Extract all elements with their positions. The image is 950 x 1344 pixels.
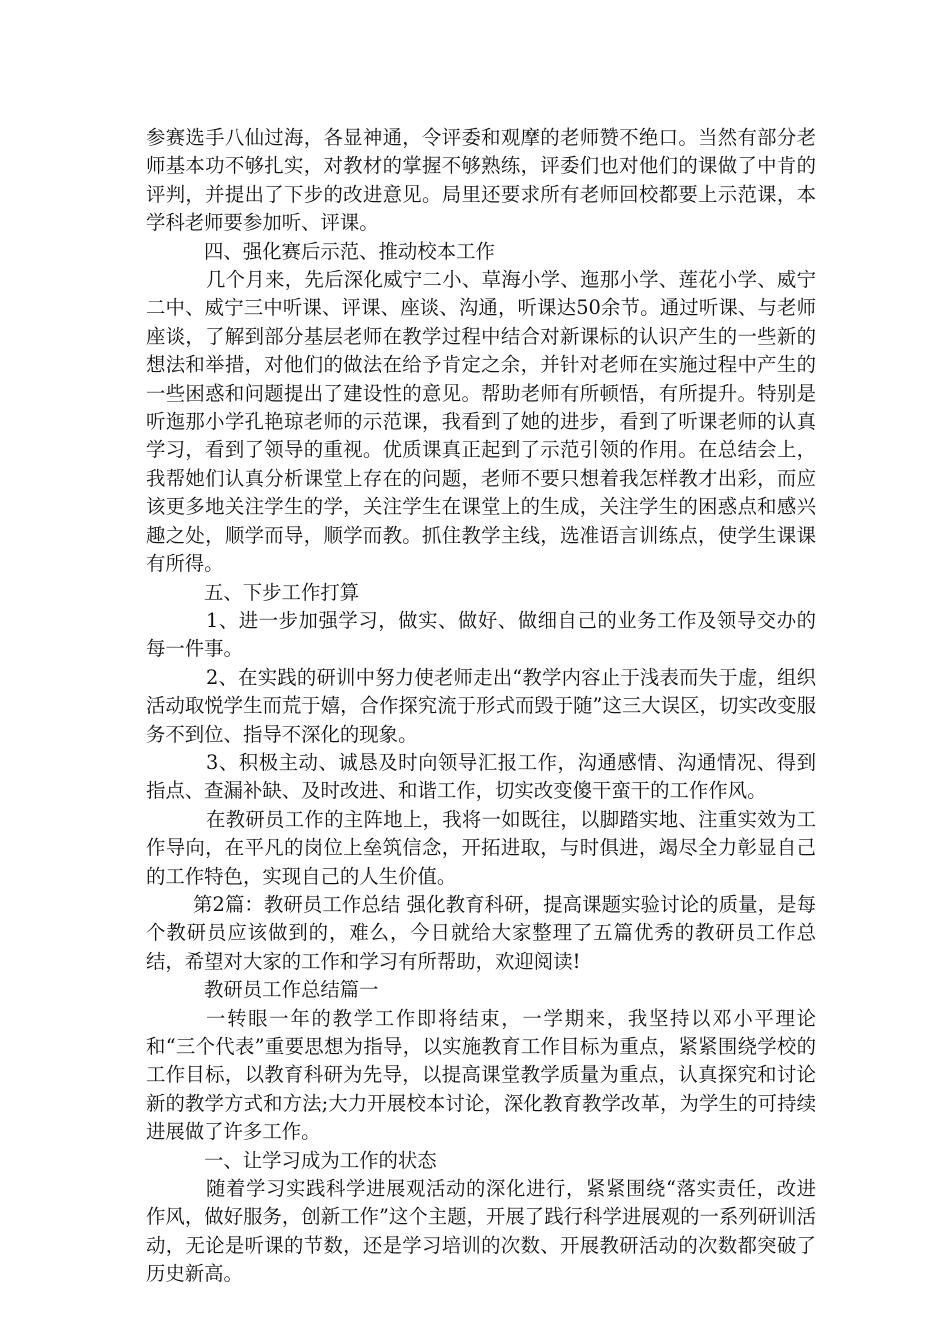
paragraph-school-visits: 几个月来，先后深化威宁二小、草海小学、迤那小学、莲花小学、威宁二中、威宁三中听课、评课、座谈、沟通，听课达50余节。通过听课、与老师座谈，了解到部分基层老师在教学过程中结合对新课标的认识产生的一些新的想法和举措，对他们的做法在给予肯定之余，并针对老师在实施过程中产生的一些困惑和问题提出了建设性的意见。帮助老师有所顿悟，有所提升。特别是听迤那小学孔艳琼老师的示范课，我看到了她的进步，看到了听课老师的认真学习，看到了领导的重视。优质课真正起到了示范引领的作用。在总结会上，我帮她们认真分析课堂上存在的问题，老师不要只想着我怎样教才出彩，而应该更多地关注学生的学，关注学生在课堂上的生成，关注学生的困惑点和感兴趣之处，顺学而导，顺学而教。抓住教学主线，选准语言训练点，使学生课课有所得。 xyxy=(146,268,816,576)
section-heading-4: 四、强化赛后示范、推动校本工作 xyxy=(204,239,495,263)
paragraph-learning: 随着学习实践科学进展观活动的深化进行，紧紧围绕“落实责任，改进作风，做好服务，创新工作”这个主题，开展了践行科学进展观的一系列研训活动，无论是听课的节数，还是学习培训的次数、开展教研活动的次数都突破了历史新高。 xyxy=(146,1177,816,1286)
paragraph-conclusion: 在教研员工作的主阵地上，我将一如既往，以脚踏实地、注重实效为工作导向，在平凡的岗位上垒筑信念，开拓进取，与时俱进，竭尽全力彰显自己的工作特色，实现自己的人生价值。 xyxy=(146,807,816,888)
paragraph-year-summary: 一转眼一年的教学工作即将结束，一学期来，我坚持以邓小平理论和“三个代表”重要思想为指导，以实施教育工作目标为重点，紧紧围绕学校的工作目标，以教育科研为先导，以提高课堂教学质量为重点，认真探究和讨论新的教学方式和方法;大力开展校本讨论，深化教育教学改革，为学生的可持续进展做了许多工作。 xyxy=(146,1006,816,1144)
plan-item-2: 2、在实践的研训中努力使老师走出“教学内容止于浅表而失于虚，组织活动取悦学生而荒于嬉，合作探究流于形式而毁于随”这三大误区，切实改变服务不到位、指导不深化的现象。 xyxy=(146,665,816,746)
paragraph-continuation: 参赛选手八仙过海，各显神通，令评委和观摩的老师赞不绝口。当然有部分老师基本功不够扎实，对教材的掌握不够熟练，评委们也对他们的课做了中肯的评判，并提出了下步的改进意见。局里还要求所有老师回校都要上示范课，本学科老师要参加听、评课。 xyxy=(146,126,816,235)
section-heading-5: 五、下步工作打算 xyxy=(204,580,360,604)
plan-item-3: 3、积极主动、诚恳及时向领导汇报工作，沟通感情、沟通情况、得到指点、查漏补缺、及时改进、和谐工作，切实改变傻干蛮干的工作作风。 xyxy=(146,750,816,803)
document-body xyxy=(146,124,816,1289)
paragraph-article-2-intro: 第2篇：教研员工作总结 强化教育科研，提高课题实验讨论的质量，是每个教研员应该做到的，难么，今日就给大家整理了五篇优秀的教研员工作总结，希望对大家的工作和学习有所帮助，欢迎阅读! xyxy=(146,892,816,973)
section-heading-1: 一、让学习成为工作的状态 xyxy=(204,1148,437,1172)
plan-item-1: 1、进一步加强学习，做实、做好、做细自己的业务工作及领导交办的每一件事。 xyxy=(146,608,816,661)
article-subtitle: 教研员工作总结篇一 xyxy=(204,978,379,1002)
